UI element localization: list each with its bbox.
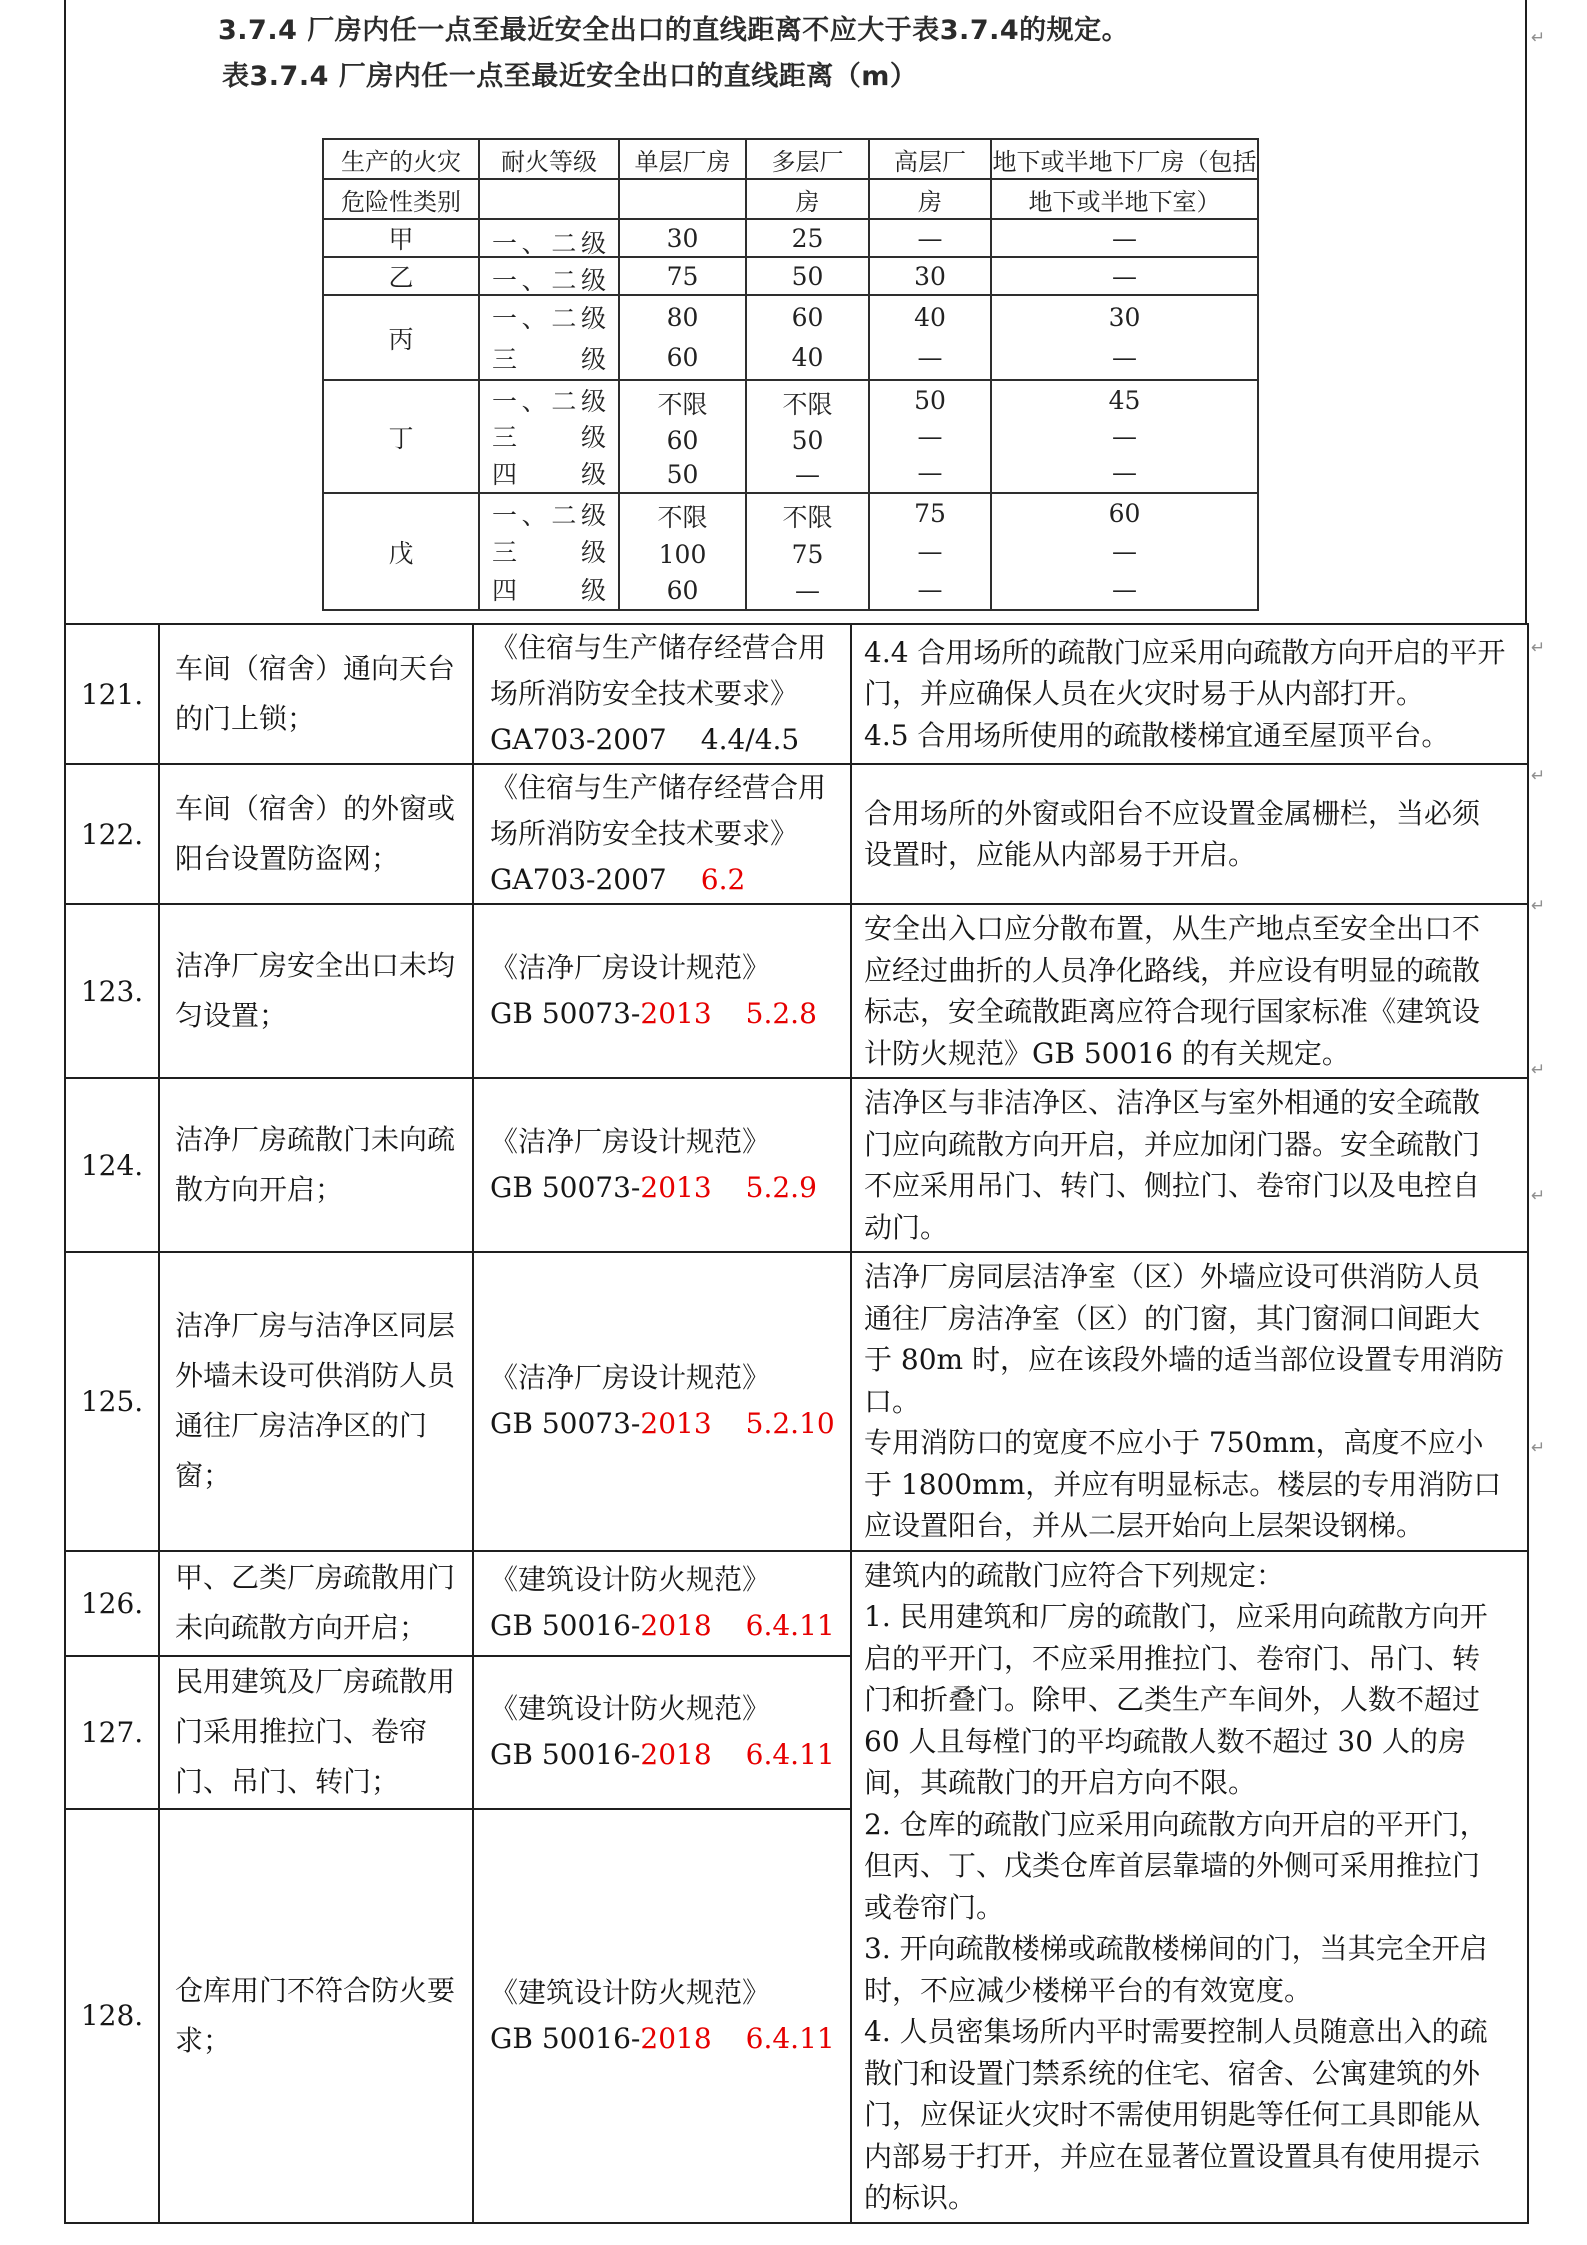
- distance-value: 100: [658, 540, 707, 570]
- category-cell: 丁: [323, 380, 479, 493]
- description-paragraph: 洁净厂房同层洁净室（区）外墙应设可供消防人员通往厂房洁净室（区）的门窗，其门窗洞口间距大于 80m 时，应在该段外墙的适当部位设置专用消防口。: [864, 1260, 1504, 1418]
- standard-code-line: [490, 991, 844, 1037]
- value-cell: [619, 295, 746, 380]
- issue-text: 洁净厂房疏散门未向疏散方向开启；: [175, 1123, 456, 1206]
- standard-code: GA703-2007: [490, 723, 667, 756]
- value-cell: [746, 257, 869, 295]
- distance-value: 75: [914, 499, 946, 529]
- distance-header-cell: 地下或半地下厂房（包括: [991, 139, 1258, 179]
- requirement-description: [851, 904, 1528, 1078]
- distance-value: 30: [914, 261, 946, 291]
- distance-value: 不限: [657, 389, 708, 419]
- standard-reference: [473, 1809, 851, 2223]
- distance-value: —: [1112, 261, 1137, 291]
- requirement-description: [851, 1551, 1528, 2223]
- distance-value: —: [1112, 574, 1137, 604]
- issue-number: 125.: [65, 1252, 159, 1551]
- grade-label: 一、二级: [492, 387, 606, 417]
- distance-header-cell: 耐火等级: [479, 139, 619, 179]
- distance-header-cell: 房: [869, 179, 991, 219]
- issue-number: 127.: [65, 1656, 159, 1809]
- standard-reference: [473, 1078, 851, 1252]
- issue-row: [65, 904, 1528, 1078]
- issue-text-cell: [159, 1809, 473, 2223]
- value-cell: [746, 380, 869, 493]
- issue-row: [65, 1551, 1528, 1656]
- description-paragraph: 4.4 合用场所的疏散门应采用向疏散方向开启的平开门，并应确保人员在火灾时易于从内部打开。: [864, 635, 1506, 711]
- description-paragraph: 3. 开向疏散楼梯或疏散楼梯间的门，当其完全开启时，不应减少楼梯平台的有效宽度。: [864, 1932, 1488, 2007]
- issue-text: 车间（宿舍）的外窗或阳台设置防盗网；: [175, 792, 456, 875]
- distance-value: 75: [666, 261, 699, 291]
- paragraph-mark-icon: ↵: [1531, 1186, 1546, 1206]
- standard-code: GB 50016-: [490, 1738, 641, 1772]
- issue-number: 121.: [65, 624, 159, 764]
- standard-code: GB 50073-: [490, 1171, 641, 1204]
- category-cell: 戊: [323, 493, 479, 610]
- standard-clause: 6.4.11: [745, 2021, 835, 2055]
- issue-number: 128.: [65, 1809, 159, 2223]
- standard-clause: 6.4.11: [745, 1609, 835, 1643]
- value-cell: [991, 219, 1258, 257]
- standard-year: 2013: [640, 1407, 712, 1441]
- standard-code: GB 50073-: [490, 997, 641, 1030]
- standard-reference: [473, 904, 851, 1078]
- standard-code-line: [490, 1401, 844, 1447]
- grade-cell: [479, 257, 619, 295]
- distance-value: —: [795, 575, 820, 605]
- value-cell: [746, 219, 869, 257]
- description-paragraph: 建筑内的疏散门应符合下列规定：: [864, 1558, 1285, 1592]
- standard-year: 2018: [640, 2021, 712, 2055]
- standard-clause: 5.2.9: [745, 1171, 817, 1204]
- table-caption: 表3.7.4 厂房内任一点至最近安全出口的直线距离（m）: [222, 61, 918, 92]
- distance-value: —: [1112, 343, 1137, 373]
- distance-value: —: [1112, 421, 1137, 451]
- value-cell: [991, 493, 1258, 610]
- distance-table-row: [323, 295, 1258, 380]
- standard-title: 《建筑设计防火规范》: [490, 1692, 771, 1726]
- issue-text-cell: [159, 1551, 473, 1656]
- issue-text-cell: [159, 624, 473, 764]
- value-cell: [869, 257, 991, 295]
- category-cell: 乙: [323, 257, 479, 295]
- issues-table-body: [65, 624, 1528, 2223]
- distance-value: 50: [791, 425, 824, 455]
- distance-value: —: [917, 574, 943, 604]
- regulation-section: [64, 0, 1527, 625]
- standard-clause: 5.2.8: [745, 997, 817, 1030]
- category-cell: 甲: [323, 219, 479, 257]
- distance-value: 30: [666, 223, 699, 253]
- distance-header-cell: 危险性类别: [323, 179, 479, 219]
- distance-header-cell: 生产的火灾: [323, 139, 479, 179]
- standard-reference: [473, 1252, 851, 1551]
- grade-label: 一、二级: [492, 265, 606, 295]
- distance-value: —: [917, 223, 943, 253]
- distance-header-row: [323, 179, 1258, 219]
- issue-text: 车间（宿舍）通向天台的门上锁；: [175, 652, 456, 735]
- value-cell: [991, 257, 1258, 295]
- distance-value: —: [917, 458, 943, 488]
- value-cell: [869, 219, 991, 257]
- distance-value: 50: [666, 459, 699, 489]
- distance-table-row: [323, 257, 1258, 295]
- standard-clause: 6.4.11: [745, 1738, 835, 1772]
- distance-value: 40: [791, 343, 824, 373]
- standard-title: 《住宿与生产储存经营合用场所消防安全技术要求》: [490, 631, 827, 710]
- distance-value: 60: [666, 425, 699, 455]
- distance-value: —: [1112, 536, 1137, 566]
- distance-value: 80: [666, 302, 699, 332]
- distance-table-body: [323, 219, 1258, 610]
- issue-text: 洁净厂房与洁净区同层外墙未设可供消防人员通往厂房洁净区的门窗；: [175, 1309, 456, 1493]
- standard-year: 2018: [640, 1609, 712, 1643]
- distance-header-cell: 高层厂: [869, 139, 991, 179]
- description-paragraph: 合用场所的外窗或阳台不应设置金属栅栏，当必须设置时，应能从内部易于开启。: [864, 796, 1481, 871]
- standard-reference: [473, 764, 851, 904]
- issues-table: [64, 623, 1529, 2224]
- distance-table-row: [323, 219, 1258, 257]
- standard-title: 《建筑设计防火规范》: [490, 1975, 771, 2009]
- standard-code: GB 50016-: [490, 2021, 641, 2055]
- distance-value: 不限: [782, 503, 833, 533]
- paragraph-mark-icon: ↵: [1531, 1438, 1546, 1458]
- value-cell: [869, 493, 991, 610]
- distance-table: [322, 138, 1259, 611]
- standard-clause: 6.2: [700, 863, 746, 896]
- grade-cell: [479, 380, 619, 493]
- standard-code-line: [490, 717, 844, 763]
- grade-label: 一、二级: [492, 304, 606, 334]
- requirement-description: [851, 624, 1528, 764]
- issue-text: 甲、乙类厂房疏散用门未向疏散方向开启；: [175, 1561, 456, 1645]
- distance-value: 40: [914, 302, 946, 332]
- requirement-description: [851, 1078, 1528, 1252]
- value-cell: [619, 257, 746, 295]
- distance-value: 不限: [782, 389, 833, 419]
- category-cell: 丙: [323, 295, 479, 380]
- standard-year: 2018: [640, 1738, 712, 1772]
- issue-text-cell: [159, 764, 473, 904]
- distance-value: 50: [914, 385, 946, 415]
- standard-title: 《洁净厂房设计规范》: [490, 1361, 771, 1395]
- description-paragraph: 4.5 合用场所使用的疏散楼梯宜通至屋顶平台。: [864, 718, 1450, 752]
- issue-number: 126.: [65, 1551, 159, 1656]
- requirement-description: [851, 764, 1528, 904]
- distance-value: —: [795, 459, 820, 489]
- grade-label: 三级: [492, 344, 606, 374]
- standard-code-line: [490, 1732, 844, 1778]
- distance-header-cell: 单层厂房: [619, 139, 746, 179]
- grade-label: 四级: [492, 576, 606, 606]
- standard-code: GB 50016-: [490, 1609, 641, 1643]
- standard-year: 2013: [640, 997, 712, 1030]
- distance-value: 60: [666, 343, 699, 373]
- distance-value: —: [1112, 223, 1137, 253]
- description-paragraph: 洁净区与非洁净区、洁净区与室外相通的安全疏散门应向疏散方向开启，并应加闭门器。安全疏散门不应采用吊门、转门、侧拉门、卷帘门以及电控自动门。: [864, 1086, 1481, 1244]
- issue-row: [65, 1252, 1528, 1551]
- distance-value: 25: [791, 223, 824, 253]
- distance-value: 不限: [657, 503, 708, 533]
- grade-label: 一、二级: [492, 228, 606, 257]
- regulation-paragraph: 3.7.4 厂房内任一点至最近安全出口的直线距离不应大于表3.7.4的规定。: [218, 15, 1130, 46]
- standard-code-line: [490, 2016, 844, 2062]
- standard-code: GA703-2007: [490, 863, 667, 896]
- issue-row: [65, 1078, 1528, 1252]
- distance-value: —: [917, 421, 943, 451]
- distance-header-cell: 房: [746, 179, 869, 219]
- issue-text-cell: [159, 1078, 473, 1252]
- distance-value: —: [917, 536, 943, 566]
- description-paragraph: 4. 人员密集场所内平时需要控制人员随意出入的疏散门和设置门禁系统的住宅、宿舍、公寓建筑的外门，应保证火灾时不需使用钥匙等任何工具即能从内部易于打开，并应在显著位置设置具有使用提示的标识。: [864, 2015, 1488, 2214]
- issue-row: [65, 624, 1528, 764]
- issue-text-cell: [159, 904, 473, 1078]
- paragraph-mark-icon: ↵: [1531, 896, 1546, 916]
- distance-value: —: [1112, 458, 1137, 488]
- value-cell: [991, 380, 1258, 493]
- standard-reference: [473, 624, 851, 764]
- description-paragraph: 1. 民用建筑和厂房的疏散门，应采用向疏散方向开启的平开门，不应采用推拉门、卷帘门、吊门、转门和折叠门。除甲、乙类生产车间外，人数不超过 60 人且每樘门的平均疏散人数不超过 30 人的房间，其疏散门的开启方向不限。: [864, 1600, 1488, 1799]
- standard-year: 2013: [640, 1171, 712, 1204]
- standard-clause: 5.2.10: [745, 1407, 835, 1441]
- grade-cell: [479, 493, 619, 610]
- value-cell: [619, 219, 746, 257]
- grade-cell: [479, 219, 619, 257]
- value-cell: [619, 493, 746, 610]
- standard-code: GB 50073-: [490, 1407, 641, 1441]
- standard-code-line: [490, 1165, 844, 1211]
- description-paragraph: 安全出入口应分散布置，从生产地点至安全出口不应经过曲折的人员净化路线，并应设有明显的疏散标志，安全疏散距离应符合现行国家标准《建筑设计防火规范》GB 50016 的有关规定。: [864, 912, 1481, 1070]
- distance-header-cell: [619, 179, 746, 219]
- distance-header-cell: 地下或半地下室）: [991, 179, 1258, 219]
- distance-value: 75: [791, 540, 824, 570]
- value-cell: [869, 380, 991, 493]
- issue-row: [65, 764, 1528, 904]
- standard-title: 《住宿与生产储存经营合用场所消防安全技术要求》: [490, 771, 827, 850]
- standard-reference: [473, 1656, 851, 1809]
- value-cell: [869, 295, 991, 380]
- standard-title: 《洁净厂房设计规范》: [490, 1125, 771, 1158]
- distance-table-row: [323, 493, 1258, 610]
- distance-value: 60: [666, 575, 699, 605]
- distance-value: 50: [791, 261, 824, 291]
- standard-title: 《建筑设计防火规范》: [490, 1563, 771, 1597]
- standard-title: 《洁净厂房设计规范》: [490, 951, 771, 984]
- distance-value: 60: [791, 302, 824, 332]
- issue-number: 122.: [65, 764, 159, 904]
- paragraph-mark-icon: ↵: [1531, 28, 1546, 48]
- value-cell: [991, 295, 1258, 380]
- value-cell: [746, 493, 869, 610]
- distance-table-header: [323, 139, 1258, 219]
- description-paragraph: 专用消防口的宽度不应小于 750mm，高度不应小于 1800mm，并应有明显标志。楼层的专用消防口应设置阳台，并从二层开始向上层架设钢梯。: [864, 1426, 1502, 1542]
- distance-value: —: [917, 343, 943, 373]
- grade-cell: [479, 295, 619, 380]
- grade-label: 三级: [492, 538, 606, 568]
- issue-number: 124.: [65, 1078, 159, 1252]
- paragraph-mark-icon: ↵: [1531, 1060, 1546, 1080]
- issue-text-cell: [159, 1252, 473, 1551]
- value-cell: [746, 295, 869, 380]
- standard-clause: 4.4/4.5: [700, 723, 800, 756]
- distance-value: 60: [1108, 499, 1141, 529]
- grade-label: 四级: [492, 459, 606, 489]
- standard-reference: [473, 1551, 851, 1656]
- standard-code-line: [490, 857, 844, 903]
- issue-text-cell: [159, 1656, 473, 1809]
- standard-code-line: [490, 1603, 844, 1649]
- value-cell: [619, 380, 746, 493]
- distance-header-cell: [479, 179, 619, 219]
- issue-text: 洁净厂房安全出口未均匀设置；: [175, 949, 456, 1032]
- paragraph-mark-icon: ↵: [1531, 638, 1546, 658]
- issue-number: 123.: [65, 904, 159, 1078]
- distance-table-row: [323, 380, 1258, 493]
- paragraph-mark-icon: ↵: [1531, 766, 1546, 786]
- requirement-description: [851, 1252, 1528, 1551]
- grade-label: 一、二级: [492, 500, 606, 530]
- distance-value: 45: [1108, 385, 1141, 415]
- distance-value: 30: [1108, 302, 1141, 332]
- description-paragraph: 2. 仓库的疏散门应采用向疏散方向开启的平开门，但丙、丁、戊类仓库首层靠墙的外侧可采用推拉门或卷帘门。: [864, 1807, 1488, 1924]
- issue-text: 仓库用门不符合防火要求；: [175, 1973, 456, 2057]
- distance-header-row: [323, 139, 1258, 179]
- grade-label: 三级: [492, 423, 606, 453]
- issue-text: 民用建筑及厂房疏散用门采用推拉门、卷帘门、吊门、转门；: [175, 1665, 456, 1799]
- distance-header-cell: 多层厂: [746, 139, 869, 179]
